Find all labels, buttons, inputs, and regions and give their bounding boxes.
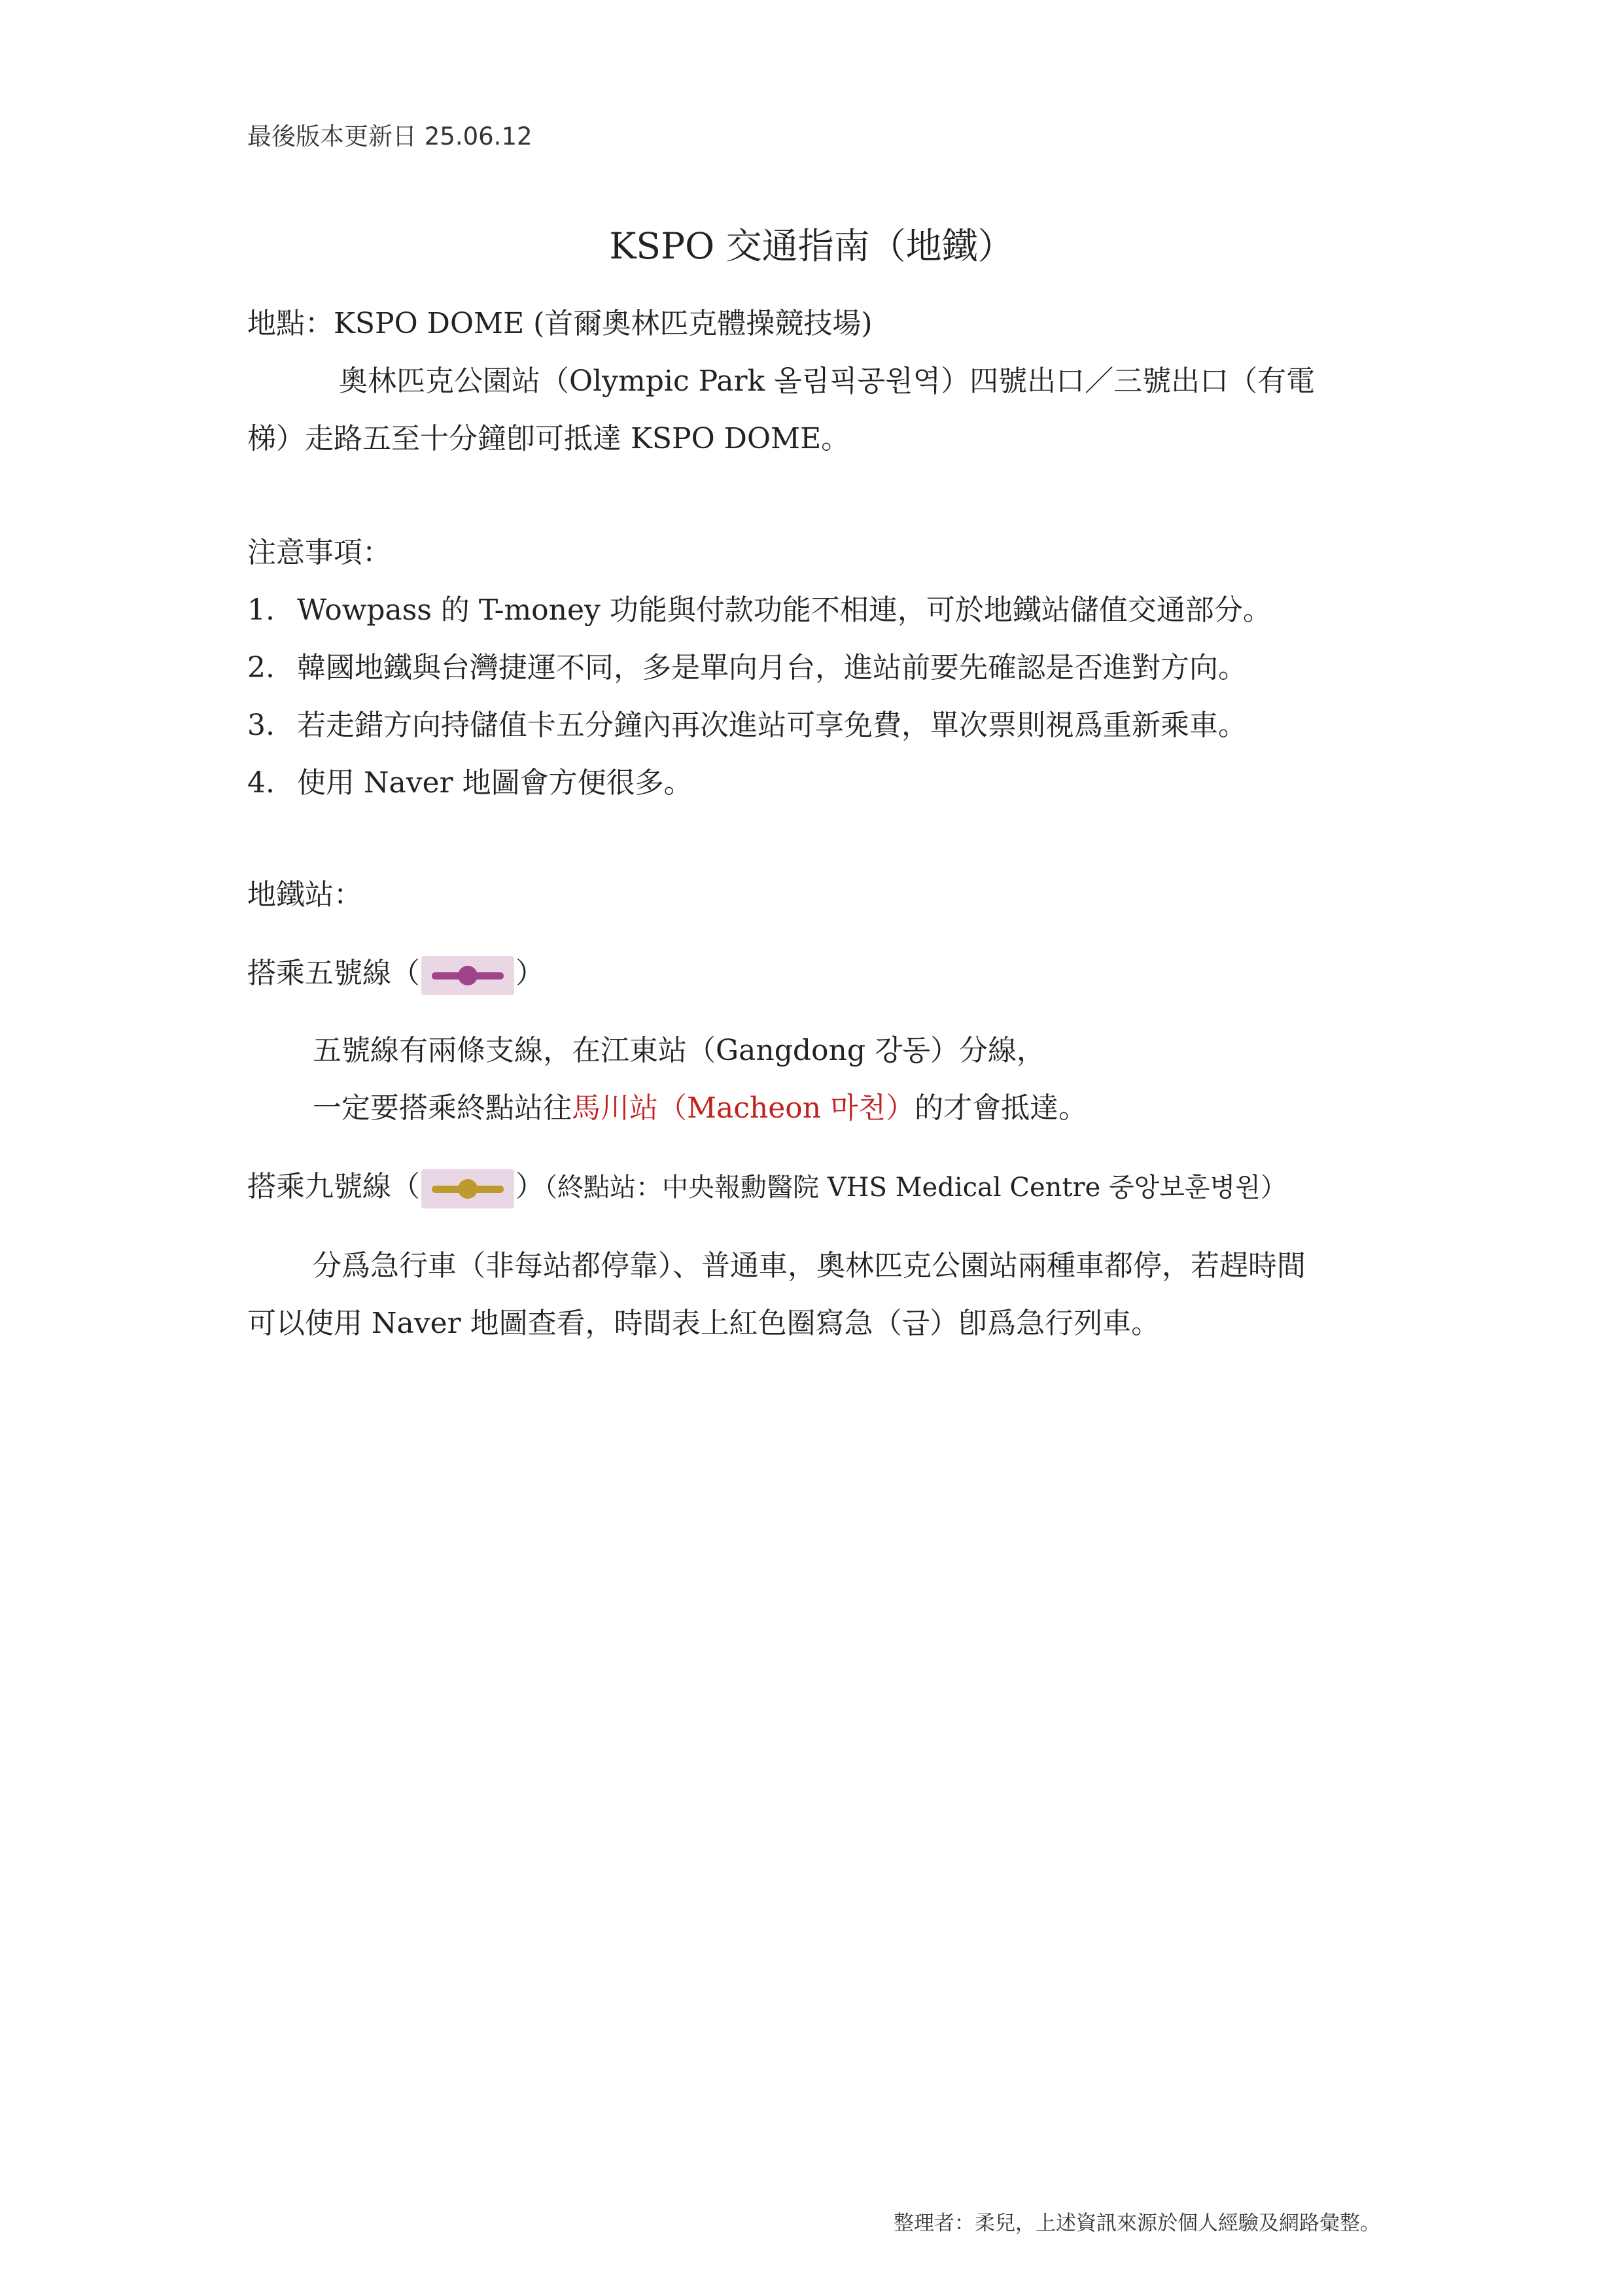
- line9-terminal: （終點站：中央報勳醫院 VHS Medical Centre 중앙보훈병원）: [544, 1173, 1287, 1203]
- line9-description: 分爲急行車（非每站都停靠）、普通車，奧林匹克公園站兩種車都停，若趕時間: [313, 1249, 1306, 1282]
- footer-credit: 整理者：柔兒，上述資訊來源於個人經驗及網路彙整。: [894, 2212, 1380, 2235]
- location-line: 地點：KSPO DOME (首爾奧林匹克體操競技場): [247, 307, 873, 340]
- note-item: [247, 648, 1272, 706]
- line9-description-continued: 可以使用 Naver 地圖查看，時間表上紅色圈寫急（급）卽爲急行列車。: [247, 1307, 1161, 1340]
- line5-warning: [313, 1089, 1087, 1128]
- note-number: 3.: [247, 709, 275, 742]
- note-text: 使用 Naver 地圖會方便很多。: [297, 766, 693, 800]
- note-item: [247, 591, 1272, 648]
- line5-warning-end: 的才會抵達。: [915, 1091, 1088, 1125]
- note-number: 2.: [247, 651, 275, 684]
- location-directions-continued: 梯）走路五至十分鐘卽可抵達 KSPO DOME。: [247, 422, 850, 455]
- line5-description: 五號線有兩條支線，在江東站（Gangdong 강동）分線，: [313, 1034, 1046, 1067]
- line9-label-close: ）: [515, 1170, 544, 1203]
- note-item: [247, 706, 1272, 764]
- note-number: 1.: [247, 593, 275, 627]
- page-title: KSPO 交通指南（地鐵）: [609, 225, 1014, 267]
- notes-heading: 注意事項：: [247, 536, 391, 569]
- location-directions-line: 奧林匹克公園站（Olympic Park 올림픽공원역）四號出口／三號出口（有電: [339, 364, 1316, 398]
- note-number: 4.: [247, 766, 275, 800]
- subway-heading: 地鐵站：: [247, 878, 362, 911]
- line9-label-text: 搭乘九號線（: [247, 1170, 420, 1203]
- line-5-purple-icon: [421, 956, 514, 995]
- line5-label-close: ）: [515, 957, 544, 990]
- notes-list: [247, 591, 1272, 821]
- line9-label: [247, 1166, 1287, 1208]
- line5-warning-text: 一定要搭乘終點站往: [313, 1091, 572, 1125]
- note-text: 韓國地鐵與台灣捷運不同，多是單向月台，進站前要先確認是否進對方向。: [297, 651, 1247, 684]
- note-text: 若走錯方向持儲值卡五分鐘內再次進站可享免費，單次票則視爲重新乘車。: [297, 709, 1247, 742]
- last-updated-date: 最後版本更新日 25.06.12: [247, 122, 532, 150]
- line5-label: [247, 953, 544, 995]
- line5-label-text: 搭乘五號線（: [247, 957, 420, 990]
- macheon-station-highlight: 馬川站（Macheon 마천）: [572, 1091, 915, 1125]
- line-9-gold-icon: [421, 1169, 514, 1209]
- note-text: Wowpass 的 T-money 功能與付款功能不相連，可於地鐵站儲值交通部分。: [297, 593, 1272, 627]
- note-item: [247, 764, 1272, 821]
